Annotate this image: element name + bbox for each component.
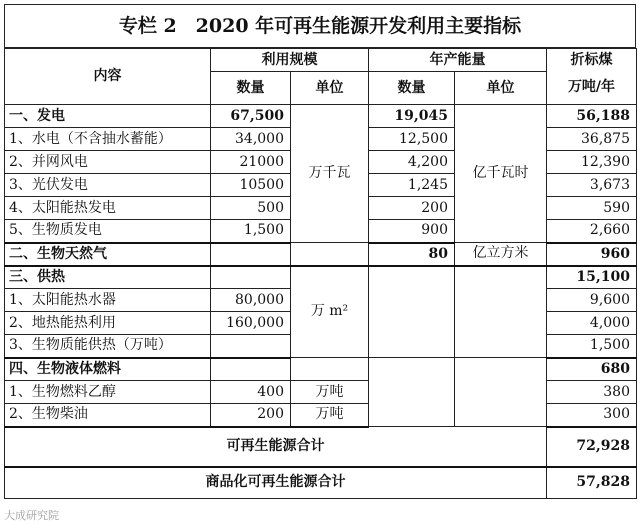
header-scale-unit: 单位 — [291, 72, 369, 105]
output-value: 200 — [369, 197, 455, 220]
output-value-empty — [369, 266, 455, 358]
row-label: 1、太阳能热水器 — [5, 289, 211, 312]
output-unit-empty — [455, 266, 547, 358]
coal-value: 960 — [547, 243, 637, 266]
scale-unit-empty — [291, 358, 369, 381]
total-coal-value: 72,928 — [547, 427, 637, 467]
watermark-text: 大成研究院 — [4, 509, 59, 522]
coal-value: 680 — [547, 358, 637, 381]
coal-value: 380 — [547, 381, 637, 404]
coal-value: 1,500 — [547, 335, 637, 358]
document-page — [4, 4, 636, 525]
header-annual-output: 年产能量 — [369, 49, 547, 72]
coal-value: 300 — [547, 404, 637, 427]
ethanol-unit: 万吨 — [291, 381, 369, 404]
scale-value: 34,000 — [211, 128, 291, 151]
header-coal-unit: 万吨/年 — [547, 72, 637, 105]
section-row-power — [5, 105, 637, 128]
row-label: 3、生物质能供热（万吨） — [5, 335, 211, 358]
coal-value: 4,000 — [547, 312, 637, 335]
scale-value: 400 — [211, 381, 291, 404]
scale-value: 10500 — [211, 174, 291, 197]
total-coal-value: 57,828 — [547, 467, 637, 499]
output-unit-empty — [455, 358, 547, 427]
scale-value — [211, 335, 291, 358]
row-label: 5、生物质发电 — [5, 220, 211, 243]
heat-area-unit: 万 m² — [291, 266, 369, 358]
header-usage-scale: 利用规模 — [211, 49, 369, 72]
total-label: 商品化可再生能源合计 — [5, 467, 547, 499]
coal-value: 36,875 — [547, 128, 637, 151]
row-label: 1、水电（不含抽水蓄能） — [5, 128, 211, 151]
output-value: 12,500 — [369, 128, 455, 151]
coal-value: 56,188 — [547, 105, 637, 128]
output-value: 80 — [369, 243, 455, 266]
coal-value: 12,390 — [547, 151, 637, 174]
power-capacity-unit: 万千瓦 — [291, 105, 369, 243]
output-value: 1,245 — [369, 174, 455, 197]
row-label: 1、生物燃料乙醇 — [5, 381, 211, 404]
output-value: 900 — [369, 220, 455, 243]
coal-value: 3,673 — [547, 174, 637, 197]
scale-value: 160,000 — [211, 312, 291, 335]
scale-value: 500 — [211, 197, 291, 220]
coal-value: 9,600 — [547, 289, 637, 312]
section-row-fuel — [5, 358, 637, 381]
header-coal-equiv: 折标煤 — [547, 49, 637, 72]
row-label: 3、光伏发电 — [5, 174, 211, 197]
total-label: 可再生能源合计 — [5, 427, 547, 467]
row-label: 一、发电 — [5, 105, 211, 128]
header-content: 内容 — [5, 49, 211, 105]
output-value: 4,200 — [369, 151, 455, 174]
header-scale-quantity: 数量 — [211, 72, 291, 105]
scale-value: 200 — [211, 404, 291, 427]
row-label: 4、太阳能热发电 — [5, 197, 211, 220]
coal-value: 590 — [547, 197, 637, 220]
scale-value: 1,500 — [211, 220, 291, 243]
row-label: 四、生物液体燃料 — [5, 358, 211, 381]
biodiesel-unit: 万吨 — [291, 404, 369, 427]
scale-value: 21000 — [211, 151, 291, 174]
scale-value-empty — [211, 243, 291, 266]
coal-value: 15,100 — [547, 266, 637, 289]
output-value: 19,045 — [369, 105, 455, 128]
coal-value: 2,660 — [547, 220, 637, 243]
header-output-unit: 单位 — [455, 72, 547, 105]
indicators-table — [4, 48, 637, 499]
row-label: 三、供热 — [5, 266, 211, 289]
scale-value: 80,000 — [211, 289, 291, 312]
scale-value-empty — [211, 266, 291, 289]
section-row-heat — [5, 266, 637, 289]
scale-value-empty — [211, 358, 291, 381]
output-value-empty — [369, 358, 455, 427]
row-label: 2、生物柴油 — [5, 404, 211, 427]
row-label: 二、生物天然气 — [5, 243, 211, 266]
scale-unit-empty — [291, 243, 369, 266]
header-output-quantity: 数量 — [369, 72, 455, 105]
power-output-unit: 亿千瓦时 — [455, 105, 547, 243]
total-row-renewable — [5, 427, 637, 467]
row-label: 2、并网风电 — [5, 151, 211, 174]
section-row-gas — [5, 243, 637, 266]
gas-output-unit: 亿立方米 — [455, 243, 547, 266]
header-row-1 — [5, 49, 637, 72]
scale-value: 67,500 — [211, 105, 291, 128]
row-label: 2、地热能热利用 — [5, 312, 211, 335]
table-title: 专栏 2 2020 年可再生能源开发利用主要指标 — [4, 4, 636, 48]
total-row-commercial — [5, 467, 637, 499]
